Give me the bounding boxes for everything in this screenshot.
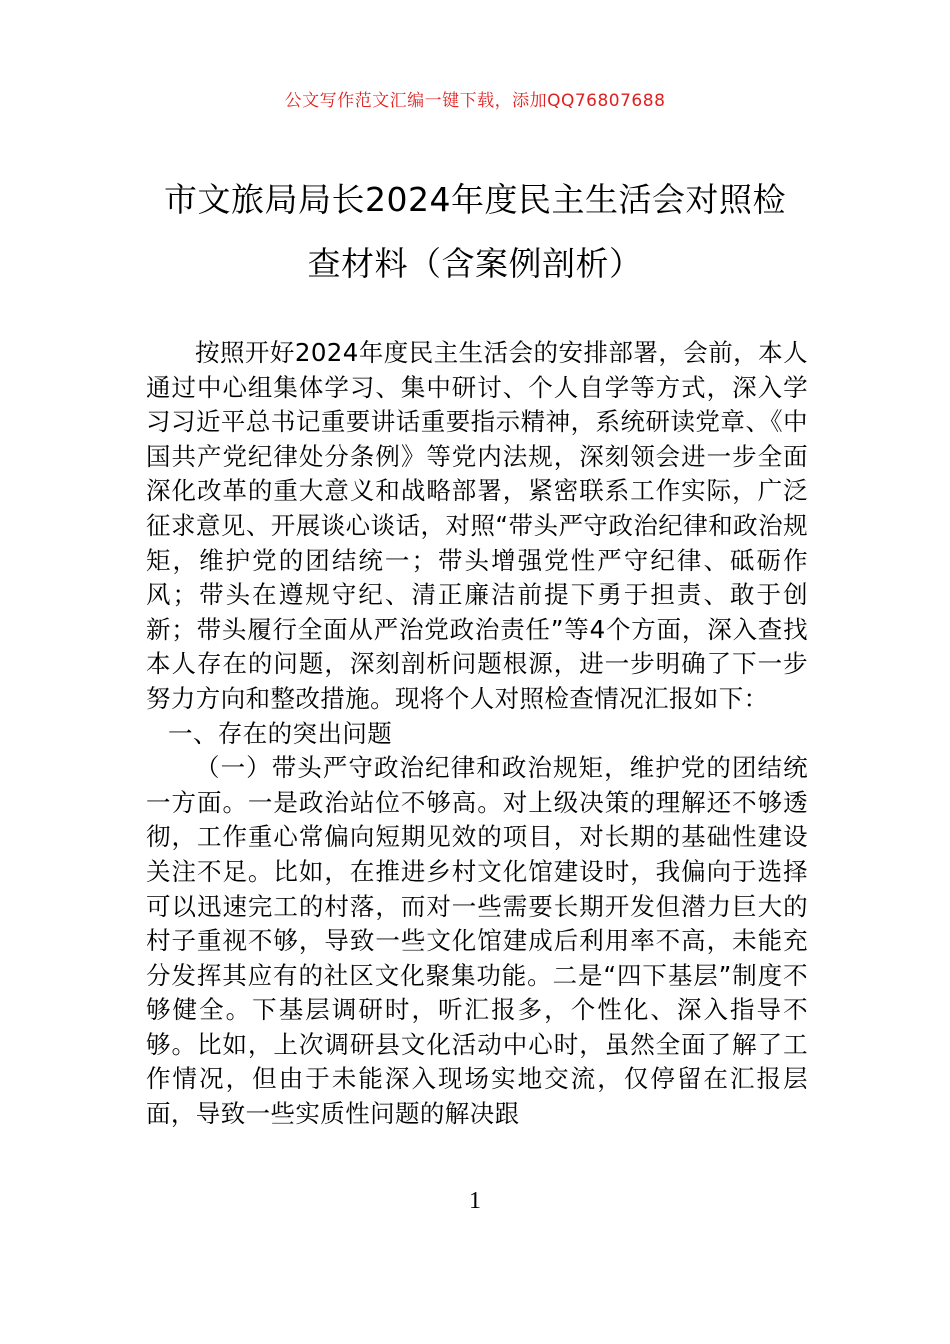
document-body [146, 336, 808, 1132]
section-heading: 一、存在的突出问题 [168, 718, 393, 748]
page-number: 1 [469, 1188, 481, 1214]
download-promo-note: 公文写作范文汇编一键下载，添加QQ76807688 [284, 91, 666, 111]
title-line-1: 市文旅局局长2024年度民主生活会对照检 [164, 180, 786, 219]
section-paragraph: （一）带头严守政治纪律和政治规矩，维护党的团结统一方面。一是政治站位不够高。对上级决策的理解还不够透彻，工作重心常偏向短期见效的项目，对长期的基础性建设关注不足。比如，在推进乡村文化馆建设时，我偏向于选择可以迅速完工的村落，而对一些需要长期开发但潜力巨大的村子重视不够，导致一些文化馆建成后利用率不高，未能充分发挥其应有的社区文化聚集功能。二是“四下基层”制度不够健全。下基层调研时，听汇报多，个性化、深入指导不够。比如，上次调研县文化活动中心时，虽然全面了解了工作情况，但由于未能深入现场实地交流，仅停留在汇报层面，导致一些实质性问题的解决跟 [146, 753, 808, 1129]
title-line-2: 查材料（含案例剖析） [307, 244, 643, 283]
intro-paragraph: 按照开好2024年度民主生活会的安排部署，会前，本人通过中心组集体学习、集中研讨、个人自学等方式，深入学习习近平总书记重要讲话重要指示精神，系统研读党章、《中国共产党纪律处分条例》等党内法规，深刻领会进一步全面深化改革的重大意义和战略部署，紧密联系工作实际，广泛征求意见、开展谈心谈话，对照“带头严守政治纪律和政治规矩，维护党的团结统一；带头增强党性严守纪律、砥砺作风；带头在遵规守纪、清正廉洁前提下勇于担责、敢于创新；带头履行全面从严治党政治责任”等4个方面，深入查找本人存在的问题，深刻剖析问题根源，进一步明确了下一步努力方向和整改措施。现将个人对照检查情况汇报如下： [146, 338, 808, 713]
document-title [140, 168, 810, 296]
